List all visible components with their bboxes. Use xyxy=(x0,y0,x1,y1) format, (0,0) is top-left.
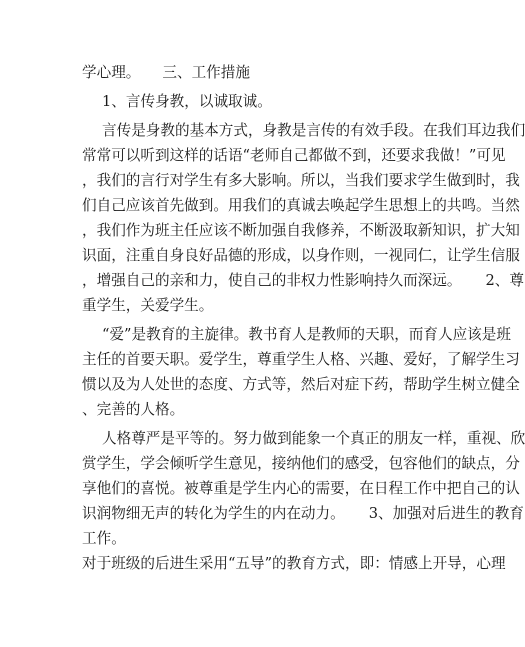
text-line: 常常可以听到这样的话语“老师自己都做不到，还要求我做！”可见 xyxy=(82,147,506,164)
text-line: 赏学生，学会倾听学生意见，接纳他们的感受，包容他们的缺点，分 xyxy=(82,455,520,472)
subsection-heading: 1、言传身教，以诚取诚。 xyxy=(102,93,272,110)
text-line: 工作。 xyxy=(82,530,126,547)
text-line: 、完善的人格。 xyxy=(82,401,185,418)
text-line xyxy=(82,505,524,523)
text-line: ，我们的言行对学生有多大影响。所以，当我们要求学生做到时，我 xyxy=(82,172,520,189)
text-line: 重学生，关爱学生。 xyxy=(82,297,214,314)
text-segment: 学心理。 xyxy=(82,64,141,81)
text-line: 言传是身教的基本方式，身教是言传的有效手段。在我们耳边我们 xyxy=(102,122,525,139)
text-line: 人格尊严是平等的。努力做到能象一个真正的朋友一样，重视、欣 xyxy=(102,430,525,447)
text-line: 主任的首要天职。爱学生，尊重学生人格、兴趣、爱好，了解学生习 xyxy=(82,351,520,368)
text-segment: ，增强自己的亲和力，使自己的非权力性影响持久而深远。 xyxy=(82,272,462,289)
text-line: 对于班级的后进生采用“五导”的教育方式，即：情感上开导，心理 xyxy=(82,555,506,572)
text-line: ，我们作为班主任应该不断加强自我修养，不断汲取新知识，扩大知 xyxy=(82,222,520,239)
text-line xyxy=(82,64,250,82)
text-line: “爱”是教育的主旋律。教书育人是教师的天职，而育人应该是班 xyxy=(102,326,511,343)
text-segment: 识润物细无声的转化为学生的内在动力。 xyxy=(82,505,345,522)
subsection-heading: 2、尊 xyxy=(485,272,524,289)
subsection-heading: 3、加强对后进生的教育 xyxy=(368,505,524,522)
text-line: 享他们的喜悦。被尊重是学生内心的需要，在日程工作中把自己的认 xyxy=(82,480,520,497)
section-heading: 三、工作措施 xyxy=(162,64,250,81)
text-line xyxy=(82,272,524,290)
text-line: 识面，注重自身良好品德的形成，以身作则，一视同仁，让学生信服 xyxy=(82,247,520,264)
text-line: 们自己应该首先做到。用我们的真诚去唤起学生思想上的共鸣。当然 xyxy=(82,197,520,214)
text-line: 惯以及为人处世的态度、方式等，然后对症下药，帮助学生树立健全 xyxy=(82,376,520,393)
